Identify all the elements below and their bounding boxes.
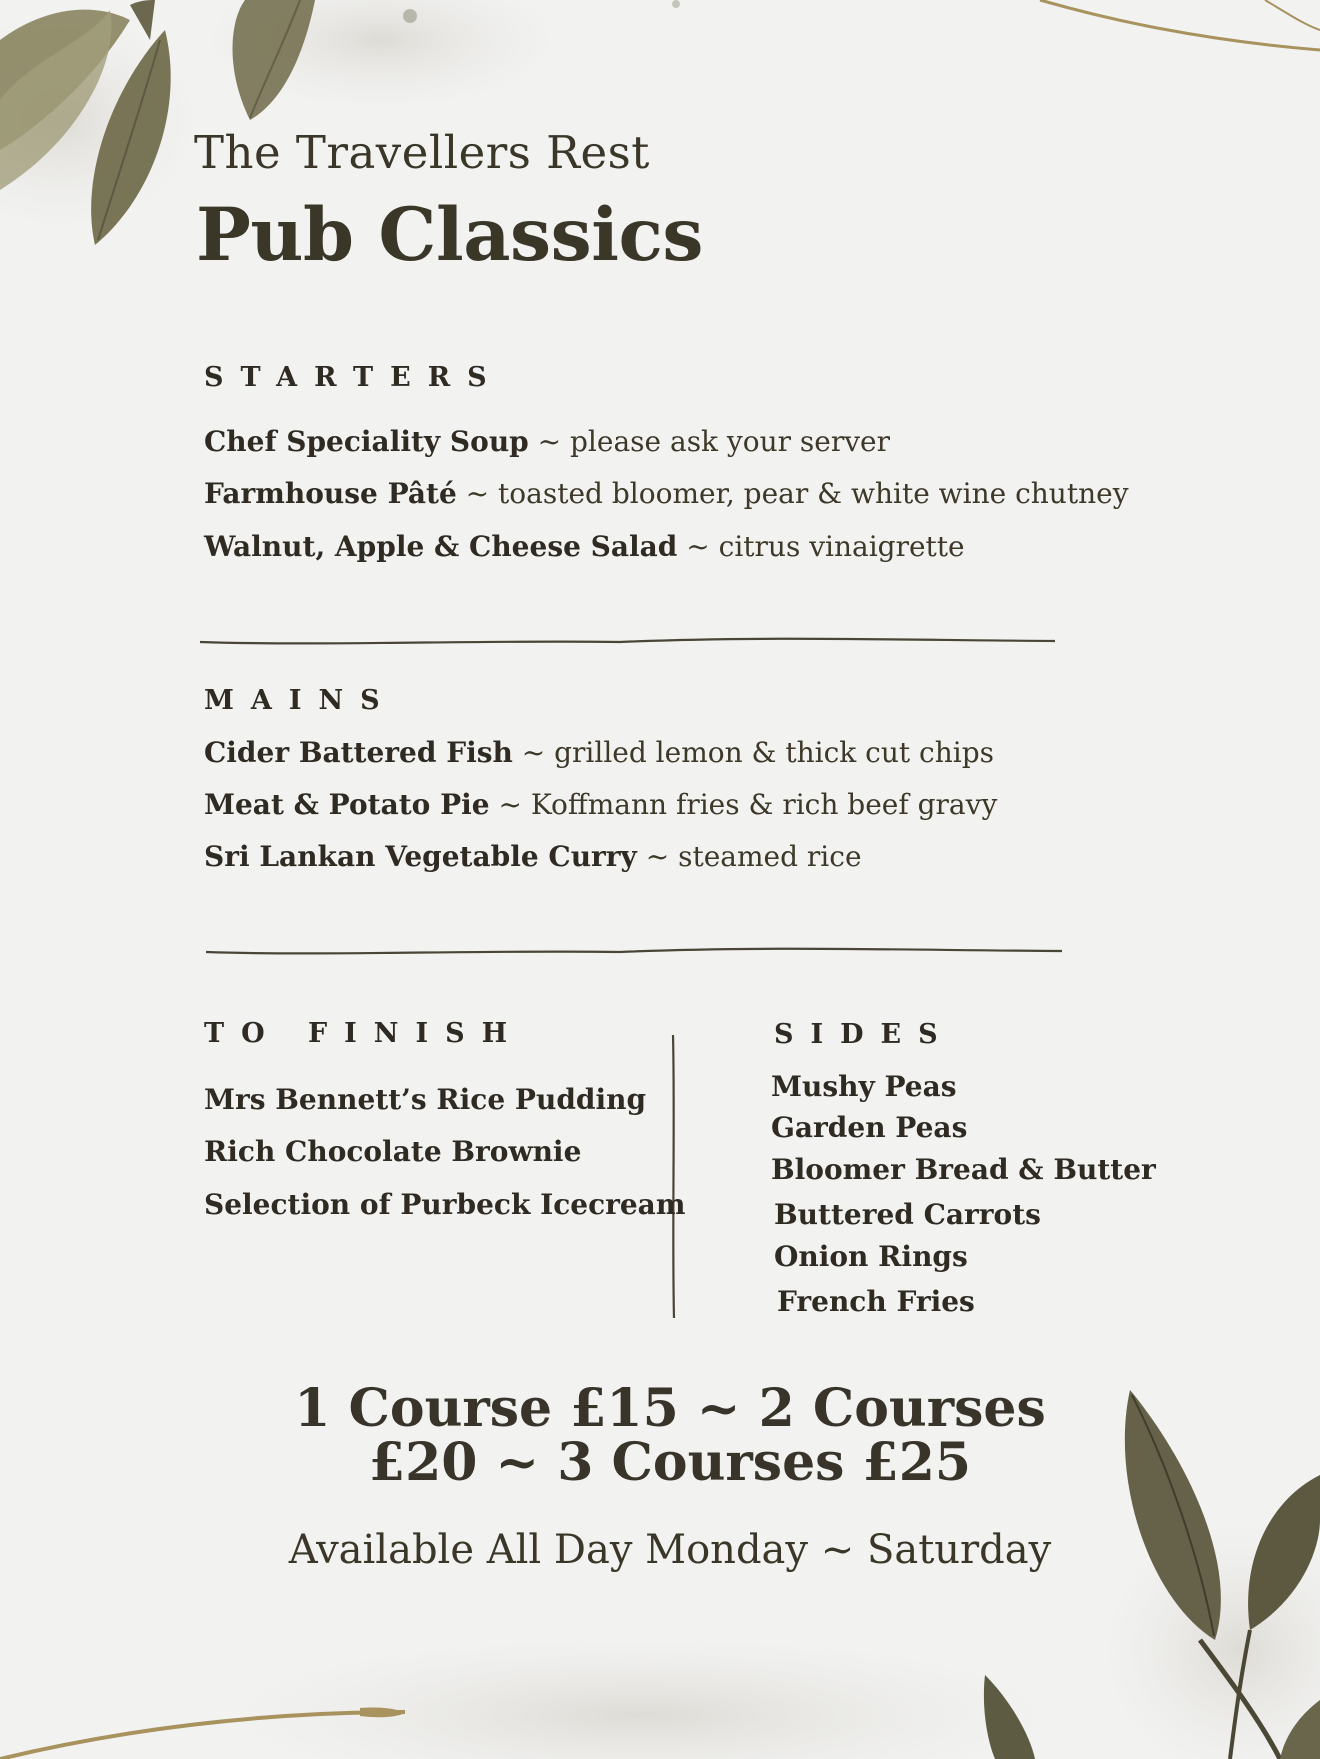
list-item: Mrs Bennett’s Rice Pudding: [204, 1083, 647, 1116]
column-divider: [673, 1035, 674, 1318]
list-item: Bloomer Bread & Butter: [771, 1153, 1156, 1186]
to-finish-heading: TO FINISH: [204, 1018, 525, 1049]
list-item: Mushy Peas: [771, 1070, 957, 1103]
list-item: Rich Chocolate Brownie: [204, 1135, 582, 1168]
list-item: Chef Speciality Soup ~ please ask your server: [204, 425, 891, 458]
list-item: Garden Peas: [771, 1111, 968, 1144]
starters-heading: STARTERS: [204, 362, 504, 393]
list-item: Onion Rings: [774, 1240, 968, 1273]
list-item: Sri Lankan Vegetable Curry ~ steamed rice: [204, 840, 862, 873]
list-item: French Fries: [777, 1285, 975, 1318]
divider-line: [206, 949, 1062, 954]
list-item: Walnut, Apple & Cheese Salad ~ citrus vinaigrette: [204, 530, 965, 563]
list-item: Meat & Potato Pie ~ Koffmann fries & rich beef gravy: [204, 788, 998, 821]
sides-heading: SIDES: [774, 1019, 955, 1050]
list-item: Farmhouse Pâté ~ toasted bloomer, pear & white wine chutney: [204, 477, 1129, 510]
venue-name: The Travellers Rest: [194, 126, 650, 179]
availability-note: Available All Day Monday ~ Saturday: [288, 1527, 1052, 1573]
list-item: Cider Battered Fish ~ grilled lemon & thick cut chips: [204, 736, 994, 769]
divider-line: [200, 639, 1055, 644]
page-title: Pub Classics: [196, 192, 704, 278]
pricing-line-1: 1 Course £15 ~ 2 Courses: [294, 1378, 1046, 1439]
list-item: Selection of Purbeck Icecream: [204, 1188, 686, 1221]
list-item: Buttered Carrots: [774, 1198, 1041, 1231]
pricing-line-2: £20 ~ 3 Courses £25: [368, 1432, 972, 1493]
mains-heading: MAINS: [204, 685, 397, 716]
